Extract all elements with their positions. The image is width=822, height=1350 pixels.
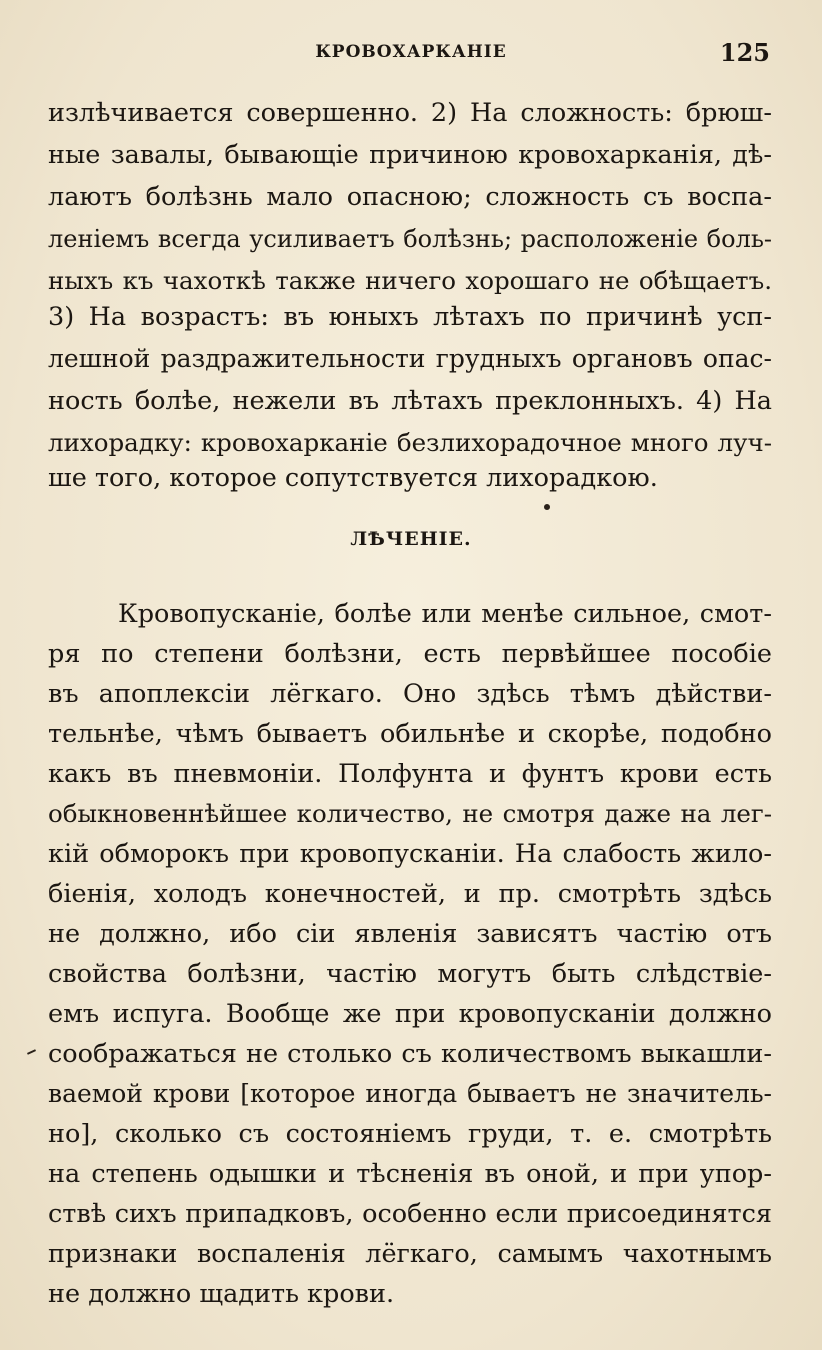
text-line: признаки воспаленія лёгкаго, самымъ чахотнымъ xyxy=(48,1239,772,1269)
text-line: ность болѣе, нежели въ лѣтахъ преклонныхъ. 4) На xyxy=(48,386,772,416)
ink-mark xyxy=(27,1049,36,1055)
text-line: ваемой крови [которое иногда бываетъ не значитель- xyxy=(48,1079,772,1108)
ink-dot xyxy=(544,504,550,510)
page-header xyxy=(0,38,822,68)
text-line: излѣчивается совершенно. 2) На сложность: брюш- xyxy=(48,98,772,128)
text-line: леніемъ всегда усиливаетъ болѣзнь; расположеніе боль- xyxy=(48,225,772,253)
text-line: соображаться не столько съ количествомъ выкашли- xyxy=(48,1039,772,1069)
text-line: обыкновеннѣйшее количество, не смотря даже на лег- xyxy=(48,799,772,828)
text-line: на степень одышки и тѣсненія въ оной, и при упор- xyxy=(48,1159,772,1189)
running-head: КРОВОХАРКАНІЕ xyxy=(315,42,507,62)
text-line-indent: Кровопусканіе, болѣе или менѣе сильное, смот- xyxy=(118,599,772,629)
page-number: 125 xyxy=(719,38,770,67)
text-line: біенія, холодъ конечностей, и пр. смотрѣть здѣсь xyxy=(48,879,772,909)
text-line: 3) На возрастъ: въ юныхъ лѣтахъ по причинѣ усп- xyxy=(48,302,772,332)
text-line: не должно щадить крови. xyxy=(48,1279,395,1309)
text-line: ныхъ къ чахоткѣ также ничего хорошаго не обѣщаетъ. xyxy=(48,266,772,295)
text-line: не должно, ибо сіи явленія зависятъ частію отъ xyxy=(48,919,772,949)
text-line: ные завалы, бывающіе причиною кровохарканія, дѣ- xyxy=(48,140,772,170)
text-line: какъ въ пневмоніи. Полфунта и фунтъ крови есть xyxy=(48,759,772,789)
text-line: кій обморокъ при кровопусканіи. На слабость жило- xyxy=(48,839,772,869)
text-line: но], сколько съ состояніемъ груди, т. е. смотрѣть xyxy=(48,1119,772,1149)
text-line: ше того, которое сопутствуется лихорадкою. xyxy=(48,463,658,493)
text-line: лешной раздражительности грудныхъ органовъ опас- xyxy=(48,344,772,373)
text-line: свойства болѣзни, частію могутъ быть слѣдствіе- xyxy=(48,959,772,989)
text-line: лаютъ болѣзнь мало опасною; сложность съ воспа- xyxy=(48,182,772,212)
text-line: лихорадку: кровохарканіе безлихорадочное много луч- xyxy=(48,428,772,457)
text-line: тельнѣе, чѣмъ бываетъ обильнѣе и скорѣе, подобно xyxy=(48,719,772,749)
text-line: въ апоплексіи лёгкаго. Оно здѣсь тѣмъ дѣйстви- xyxy=(48,679,772,709)
section-heading: ЛѢЧЕНІЕ. xyxy=(350,528,472,550)
text-line: емъ испуга. Вообще же при кровопусканіи должно xyxy=(48,999,772,1029)
text-line: ря по степени болѣзни, есть первѣйшее пособіе xyxy=(48,639,772,669)
text-line: ствѣ сихъ припадковъ, особенно если присоединятся xyxy=(48,1199,772,1229)
